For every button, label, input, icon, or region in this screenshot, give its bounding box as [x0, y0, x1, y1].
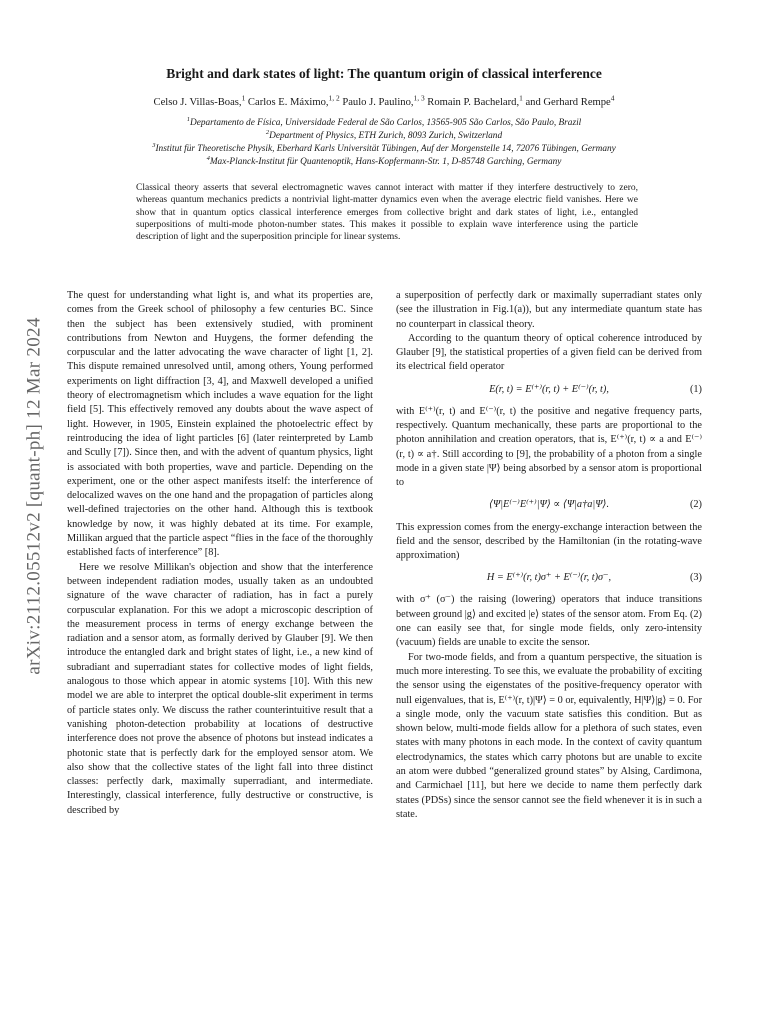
affiliation: $^1$Departamento de Física, Universidade Federal de São Carlos, 13565-905 São Carlos, São Paulo, Brazil: [186, 115, 582, 128]
equation-number: (2): [689, 499, 702, 511]
author: and Gerhard Rempe$^4$: [525, 93, 615, 108]
body-paragraph: According to the quantum theory of optical coherence introduced by Glauber [9], the statistical properties of a given field can be derived from its electrical field operator: [396, 332, 702, 373]
body-paragraph: Here we resolve Millikan's objection and show that the interference between independent radiation modes, usually taken as an undoubted signature of the wave character of radiation, has in fact a purely corpuscular explanation. For this we adopt a microscopic description of the measurement process in terms of energy exchange between the radiation and a sensor atom, as formally derived by Glauber [9]. We then introduce the entangled dark and bright states of light, i.e., a new kind of subradiant and superradiant states for collective modes of light fields, analogous to those which appear in atomic systems [10]. With this new model we are able to interpret the optical double-slit experiment in terms of particle states only. We discuss the rather counterintuitive result that a vanishing photon-detection probability at locations of destructive interference does not prove the absence of photons but instead indicates a photonic state that is perfectly dark for the employed sensor atom. We also show that the collective states of the light fall into three distinct classes: perfectly dark, maximally superradiant, and intermediate. Interestingly, classical interference, fully destructive or constructive, is described by: [67, 561, 373, 816]
equation-number: (1): [689, 383, 702, 395]
affiliation: $^3$Institut für Theoretische Physik, Eberhard Karls Universität Tübingen, Auf der Morgenstelle 14, 72076 Tübingen, Germany: [152, 141, 616, 154]
equation-body: E(r, t) = E⁽⁺⁾(r, t) + E⁽⁻⁾(r, t),: [489, 383, 609, 395]
left-column: [67, 289, 373, 818]
equation-3: [396, 563, 702, 593]
equation-number: (3): [689, 572, 702, 584]
arxiv-identifier: arXiv:2112.05512v2 [quant-ph] 12 Mar 2024: [24, 317, 46, 675]
author: Romain P. Bachelard,$^1$: [427, 93, 523, 108]
abstract: [136, 182, 638, 243]
arxiv-side-stamp: [20, 256, 50, 736]
body-paragraph: with σ⁺ (σ⁻) the raising (lowering) operators that induce transitions between ground |g⟩ and excited |e⟩ states of the sensor atom. From Eq. (2) one can easily see that, for single mode fields, only zero-intensity (vacuum) fields are unable to excite the sensor.: [396, 594, 702, 649]
body-paragraph: The quest for understanding what light is, and what its properties are, comes from the Greek school of philosophy a few centuries BC. Since then the subject has been extensively studied, with prominent contributions from Newton and Huygens, the former defending the corpuscular and the latter advocating the wave character of light [1, 2]. This dispute remained unresolved until, among others, Young performed experiments on light diffraction [3, 4], and Maxwell developed a unified theory of electromagnetism which includes a wave equation for the light field [5]. This effectively removed any doubts about the wave aspect of light. However, in 1905, Einstein explained the photoelectric effect by reintroducing the idea of light particles [6] (later reinterpreted by Lamb and Scully [7]). Since then, and with the advent of quantum physics, light is associated with both properties, wave and particle. Depending on the experiment, one or the other aspect manifests itself: the interference of delocalized waves on the one hand and the propagation of particles along well-defined trajectories on the other hand. Although this is textbook knowledge by now, it was highly debated at its time. For example, Millikan argued that the particle aspect “flies in the face of the thoroughly established facts of interference” [8].: [67, 290, 373, 559]
author: Paulo J. Paulino,$^{1, 3}$: [342, 93, 425, 108]
author: Celso J. Villas-Boas,$^1$: [153, 93, 246, 108]
equation-body: H = E⁽⁺⁾(r, t)σ⁺ + E⁽⁻⁾(r, t)σ⁻,: [486, 572, 612, 584]
abstract-text: Classical theory asserts that several electromagnetic waves cannot interact with matter if they interfere destructively to zero, whereas quantum mechanics predicts a nontrivial light-matter dynamics even when the average electric field vanishes. Here we show that in quantum optics classical interference emerges from collective bright and dark states of light, i.e., entangled superpositions of multi-mode photon-number states. This makes it possible to explain wave interference using the particle description of light and the superposition principle for linear systems.: [136, 183, 638, 243]
author-list: [60, 93, 708, 108]
affiliation: $^2$Department of Physics, ETH Zurich, 8093 Zurich, Switzerland: [265, 128, 503, 141]
right-column: [396, 289, 702, 822]
equation-2: [396, 491, 702, 521]
body-paragraph: with E⁽⁺⁾(r, t) and E⁽⁻⁾(r, t) the positive and negative frequency parts, respectively. Quantum mechanically, these parts are proportional to the photon annihilation and creation operators, that is, E⁽⁺⁾(r, t) ∝ a and E⁽⁻⁾(r, t) ∝ a†. Still according to [9], the probability of a photon from a single mode in a given state |Ψ⟩ being absorbed by a sensor atom is proportional to: [396, 405, 702, 489]
author: Carlos E. Máximo,$^{1, 2}$: [247, 93, 340, 108]
body-paragraph: This expression comes from the energy-exchange interaction between the field and the sensor, described by the Hamiltonian (in the rotating-wave approximation): [396, 521, 702, 562]
body-paragraph: For two-mode fields, and from a quantum perspective, the situation is much more interesting. To see this, we evaluate the probability of exciting the sensor using the eigenstates of the positive-frequency operator with null eigenvalues, that is, E⁽⁺⁾(r, t)|Ψ⟩ = 0 or, equivalently, H|Ψ⟩|g⟩ = 0. For a single mode, only the vacuum state satisfies this condition. But as shown below, multi-mode fields allow for a plethora of such states, even states with many photons in each mode. In the context of cavity quantum electrodynamics, the states which carry photons but are unable to excite an atom were dubbed “generalized ground states” by Alsing, Cardimona, and Carmichael [11], but here we decide to name them perfectly dark states (PDSs) since the sensor cannot see the field whenever it is in such a state.: [396, 651, 702, 820]
body-paragraph: a superposition of perfectly dark or maximally superradiant states only (see the illustration in Fig.1(a)), but any intermediate quantum state has no counterpart in classical theory.: [396, 290, 702, 330]
affiliation: $^4$Max-Planck-Institut für Quantenoptik, Hans-Kopfermann-Str. 1, D-85748 Garching, Germany: [206, 154, 562, 167]
equation-body: ⟨Ψ|E⁽⁻⁾E⁽⁺⁾|Ψ⟩ ∝ ⟨Ψ|a†a|Ψ⟩.: [488, 499, 610, 511]
equation-1: [396, 375, 702, 405]
affiliation-list: [60, 117, 708, 169]
paper-title: Bright and dark states of light: The quantum origin of classical interference: [166, 66, 602, 81]
